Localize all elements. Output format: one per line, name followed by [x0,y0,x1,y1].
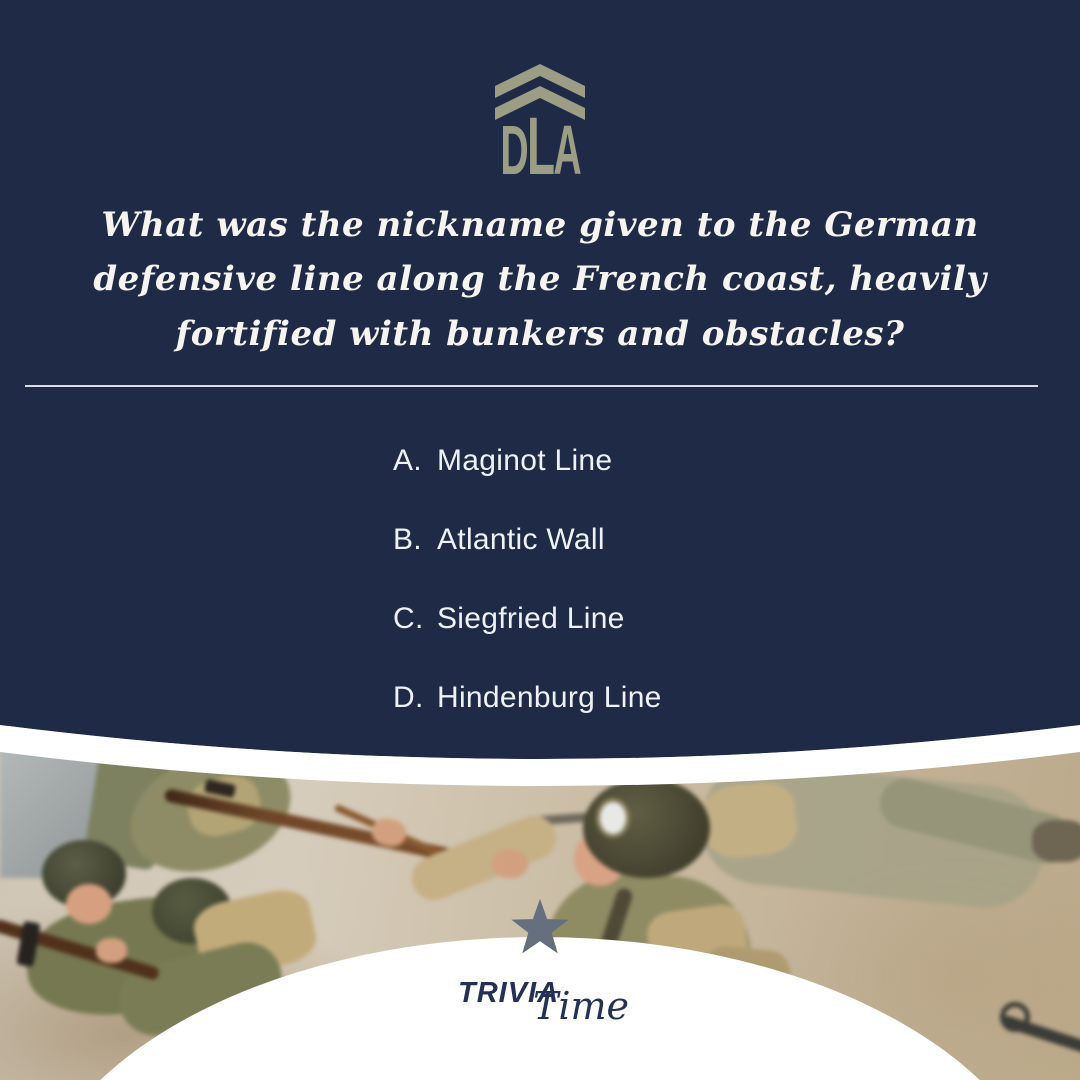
brand-time: Time [533,984,630,1028]
option-label: Maginot Line [437,444,613,477]
option-label: Hindenburg Line [437,681,662,714]
soldier-face [66,884,112,924]
star-icon [506,896,574,962]
option-letter: C. [393,602,424,635]
question-text: What was the nickname given to the German defensive line along the French coast, heavily fortified with bunkers and obstacles? [93,205,987,354]
hand [96,938,127,963]
option-b [393,523,662,557]
curved-divider [0,725,1080,825]
answer-options [393,444,662,760]
dla-logo-graphic [492,64,588,176]
hand [492,850,528,878]
brand-trivia: TRIVIA [458,977,560,1009]
option-d [393,681,662,715]
logo-letter-a: A [553,112,580,176]
logo-letter-d: D [500,112,527,176]
option-c [393,602,662,636]
option-a [393,444,662,478]
option-letter: D. [393,681,424,714]
option-label: Siegfried Line [437,602,625,635]
dla-logo-letters [500,101,581,176]
option-letter: B. [393,523,422,556]
divider-line [25,385,1038,387]
option-letter: A. [393,444,422,477]
option-label: Atlantic Wall [437,523,605,556]
logo-letter-l: L [526,101,554,176]
rifle-sight-ring [1000,1002,1030,1032]
soldier-boot [1032,820,1080,862]
dla-logo [492,64,588,176]
